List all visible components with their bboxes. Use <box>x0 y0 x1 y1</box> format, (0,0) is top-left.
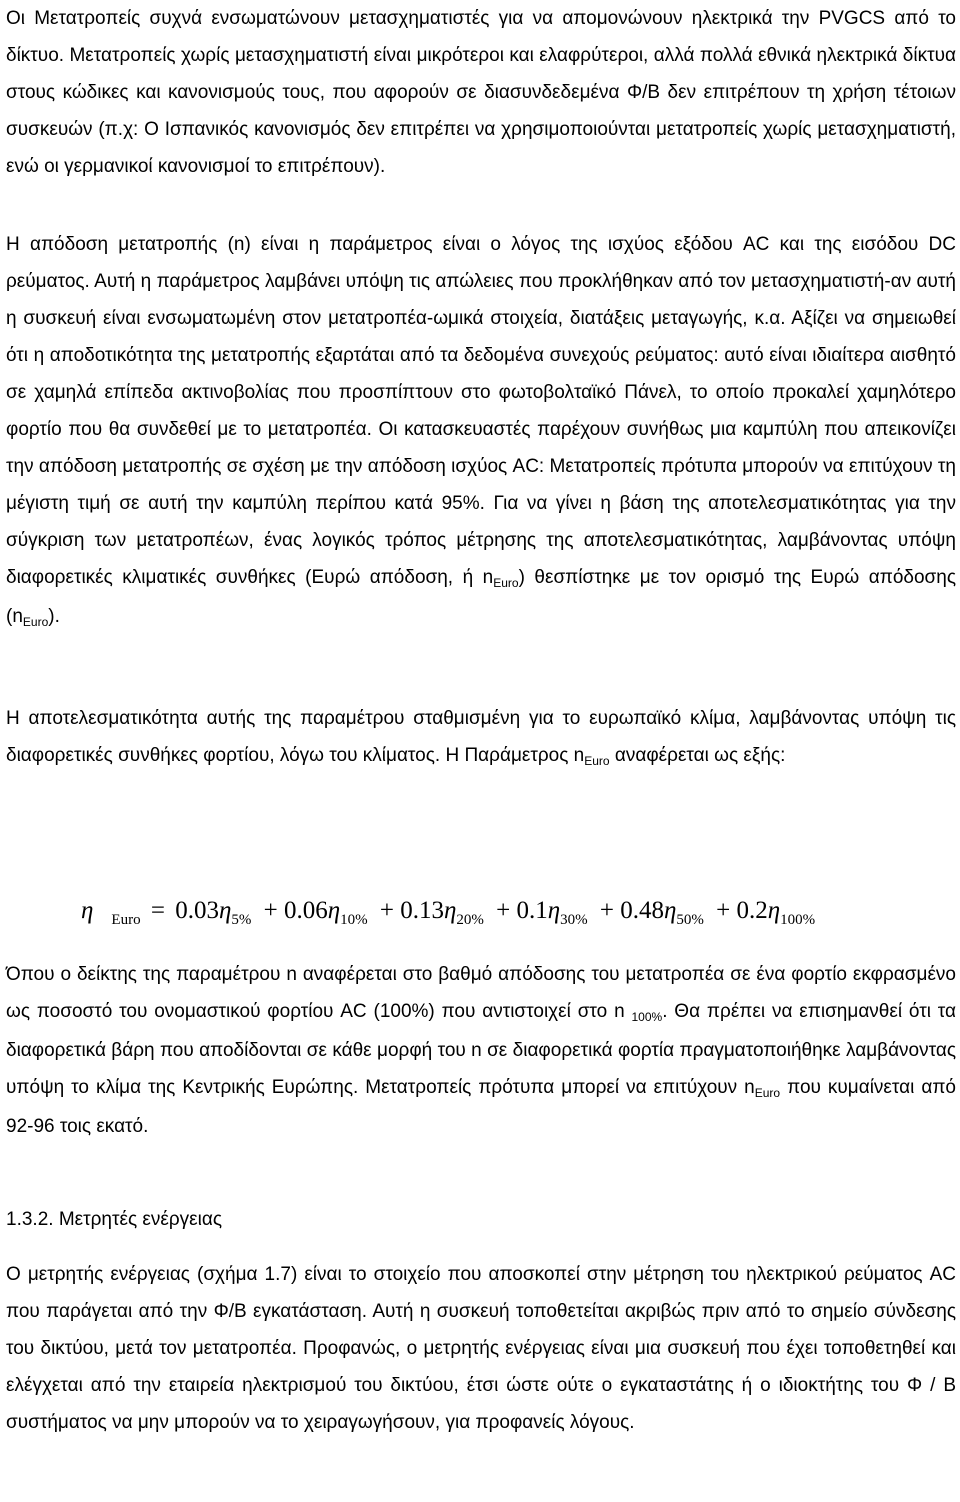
formula-eta-symbol: η <box>327 897 341 924</box>
formula-term-subscript: 20% <box>456 912 484 928</box>
formula-coefficient: 0.03 <box>175 897 219 924</box>
paragraph-euro-efficiency-intro <box>6 700 956 776</box>
formula-term-subscript: 30% <box>560 912 588 928</box>
formula-eta-symbol: η <box>547 897 561 924</box>
formula-coefficient: 0.1 <box>516 897 548 924</box>
formula-eta-symbol: η <box>664 897 677 924</box>
formula-term <box>175 897 252 928</box>
formula-term-subscript: 100% <box>780 912 816 928</box>
paragraph-text: Όπου ο δείκτης της παραμέτρου n αναφέρεται στο βαθμό απόδοσης του μετατροπέα σε ένα φορτίο εκφρασμένο ως ποσοστό του ονομαστικού φορτίου AC (100%) που αντιστοιχεί στο n <box>6 964 956 1022</box>
formula-plus: + <box>716 897 731 924</box>
formula-equals: = <box>150 897 165 924</box>
formula-term <box>516 897 588 928</box>
formula-coefficient: 0.13 <box>400 897 444 924</box>
formula-plus: + <box>496 897 511 924</box>
subscript-euro: Euro <box>754 1086 781 1100</box>
paragraph-text: Η απόδοση μετατροπής (n) είναι η παράμετρος είναι ο λόγος της ισχύος εξόδου AC και της εισόδου DC ρεύματος. Αυτή η παράμετρος λαμβάνει υπόψη τις απώλειες που προκλήθηκαν από τον μετασχηματιστή-αν αυτή η συσκευή είναι ενσωματωμένη στον μετατροπέα-ωμικά στοιχεία, διατάξεις μεταγωγής, κ.α. Αξίζει να σημειωθεί ότι η αποδοτικότητα της μετατροπής εξαρτάται από τα δεδομένα συνεχούς ρεύματος: αυτό είναι ιδιαίτερα αισθητό σε χαμηλά επίπεδα ακτινοβολίας που προσπίπτουν στο φωτοβολταϊκό Πάνελ, το οποίο προκαλεί χαμηλότερο φορτίο που θα συνδεθεί με το μετατροπέα. Οι κατασκευαστές παρέχουν συνήθως μια καμπύλη που απεικονίζει την απόδοση μετατροπής σε σχέση με την απόδοση ισχύος AC: Μετατροπείς πρότυπα μπορούν να επιτύχουν τη μέγιστη τιμή σε αυτή την καμπύλη περίπου κατά 95%. Για να γίνει η βάση της αποτελεσματικότητας για την σύγκριση των μετατροπέων, ένας λογικός τρόπος μέτρησης της αποτελεσματικότητας, λαμβάνοντας υπόψη διαφορετικές κλιματικές συνθήκες (Ευρώ απόδοση, ή n <box>6 234 956 588</box>
formula-plus: + <box>379 897 394 924</box>
euro-efficiency-formula <box>81 896 821 929</box>
paragraph-inverters-transformers: Οι Μετατροπείς συχνά ενσωματώνουν μετασχηματιστές για να απομονώνουν ηλεκτρικά την PVGCS από το δίκτυο. Μετατροπείς χωρίς μετασχηματιστή είναι μικρότεροι και ελαφρύτεροι, αλλά πολλά εθνικά ηλεκτρικά δίκτυα στους κώδικες και κανονισμούς τους, που αφορούν σε διασυνδεδεμένα Φ/Β δεν επιτρέπουν τη χρήση τέτοιων συσκευών (π.χ: Ο Ισπανικός κανονισμός δεν επιτρέπει να χρησιμοποιούνται μετατροπείς χωρίς μετασχηματιστή, ενώ οι γερμανικοί κανονισμοί το επιτρέπουν). <box>6 8 956 177</box>
formula-plus: + <box>599 897 614 924</box>
formula-term <box>283 897 368 928</box>
formula-plus: + <box>263 897 278 924</box>
formula-coefficient: 0.2 <box>736 897 768 924</box>
paragraph-formula-explanation <box>6 956 956 1145</box>
paragraph-conversion-efficiency <box>6 226 956 637</box>
paragraph-text: αναφέρεται ως εξής: <box>609 745 786 766</box>
formula-term <box>620 897 704 928</box>
formula-coefficient: 0.48 <box>620 897 664 924</box>
subscript-100-percent: 100% <box>631 1010 663 1024</box>
paragraph-text: που κυμαίνεται από 92-96 τοις εκατό. <box>6 1077 956 1137</box>
section-heading: 1.3.2. Μετρητές ενέργειας <box>6 1209 222 1230</box>
formula-lhs-subscript: Euro <box>111 912 141 928</box>
formula-term-subscript: 50% <box>676 912 704 928</box>
paragraph-text: . Θα πρέπει να επισημανθεί ότι τα διαφορετικά βάρη που αποδίδονται σε κάθε μορφή του n σε διαφορετικά φορτία πραγματοποιήθηκε λαμβάνοντας υπόψη το κλίμα της Κεντρικής Ευρώπης. Μετατροπείς πρότυπα μπορεί να επιτύχουν n <box>6 1001 956 1098</box>
subscript-euro: Euro <box>584 754 610 768</box>
formula-term <box>400 897 484 928</box>
formula-eta-symbol: η <box>767 897 781 924</box>
subscript-euro: Euro <box>22 615 49 629</box>
subscript-euro: Euro <box>493 576 519 590</box>
formula-term-subscript: 5% <box>231 912 252 928</box>
paragraph-text: Η αποτελεσματικότητα αυτής της παραμέτρου σταθμισμένη για το ευρωπαϊκό κλίμα, λαμβάνοντας υπόψη τις διαφορετικές συνθήκες φορτίου, λόγω του κλίματος. Η Παράμετρος n <box>6 708 956 766</box>
formula-eta-symbol: η <box>81 897 94 924</box>
paragraph-text: ) θεσπίστηκε με τον ορισμό της Ευρώ απόδοσης (n <box>6 567 956 627</box>
formula-term-subscript: 10% <box>340 912 368 928</box>
formula-eta-symbol: η <box>443 897 457 924</box>
formula-term <box>736 897 816 928</box>
paragraph-energy-meter: Ο μετρητής ενέργειας (σχήμα 1.7) είναι το στοιχείο που αποσκοπεί στην μέτρηση του ηλεκτρικού ρεύματος AC που παράγεται από την Φ/Β εγκατάσταση. Αυτή η συσκευή τοποθετείται ακριβώς πριν από το σημείο σύνδεσης του δικτύου, μετά τον μετατροπέα. Προφανώς, ο μετρητής ενέργειας είναι μια συσκευή που έχει τοποθετηθεί και ελέγχεται από την εταιρεία ηλεκτρισμού του δικτύου, έτσι ώστε ούτε ο εγκαταστάτης ή ο ιδιοκτήτης του Φ / Β συστήματος να μην μπορούν να το χειραγωγήσουν, για προφανείς λόγους. <box>6 1264 956 1433</box>
formula-eta-symbol: η <box>218 897 232 924</box>
formula-coefficient: 0.06 <box>283 897 328 924</box>
paragraph-text: ). <box>48 606 60 627</box>
